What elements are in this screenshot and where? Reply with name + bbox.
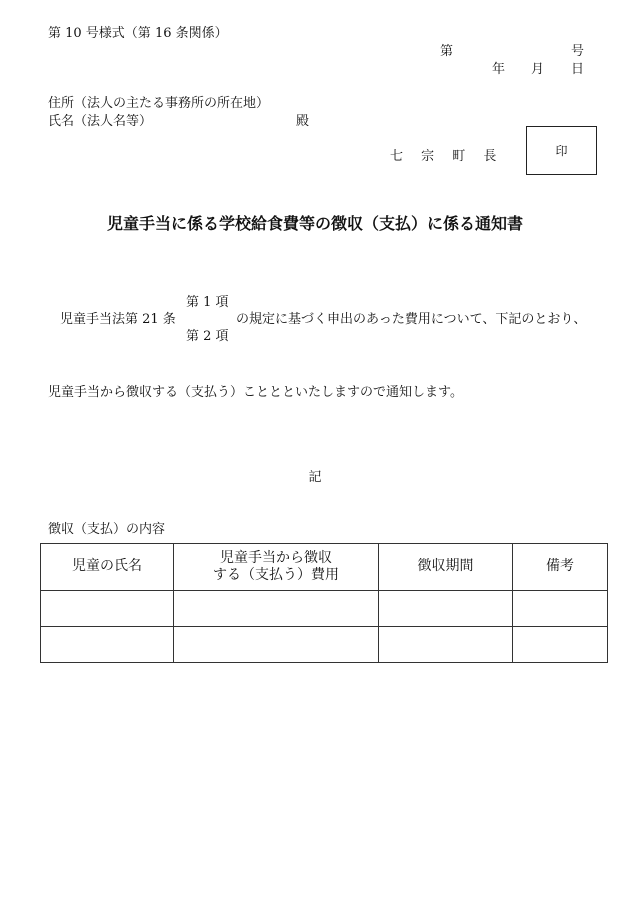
law-item-2: 第 2 項 [186,329,229,344]
seal-box [526,126,597,175]
table-header-row [41,544,608,591]
recipient-address-label: 住所（法人の主たる事務所の所在地） [48,96,270,111]
issuer-title: 七 宗 町 長 [390,149,504,164]
header-child-name: 児童の氏名 [41,544,174,591]
law-item-1: 第 1 項 [186,295,229,310]
table-cell[interactable] [174,627,379,663]
date-month-label: 月 [531,62,545,77]
header-collection-period: 徴収期間 [379,544,513,591]
collection-details-table [40,543,608,663]
table-cell[interactable] [513,627,608,663]
table-row [41,591,608,627]
table-cell[interactable] [379,591,513,627]
recipient-name-label: 氏名（法人名等） [48,114,153,129]
table-cell[interactable] [41,591,174,627]
header-collection-cost: 児童手当から徴収 する（支払う）費用 [174,544,379,591]
law-reference: 児童手当法第 21 条 [60,312,176,327]
seal-label: 印 [555,144,568,158]
table-row [41,627,608,663]
body-text-line-1: の規定に基づく申出のあった費用について、下記のとおり、 [236,312,587,327]
document-number-suffix: 号 [571,44,585,59]
content-heading: 徴収（支払）の内容 [48,522,166,537]
body-text-line-2: 児童手当から徴収する（支払う）こととといたしますので通知します。 [48,385,463,400]
document-number-prefix: 第 [440,44,454,59]
document-title: 児童手当に係る学校給食費等の徴収（支払）に係る通知書 [106,214,523,233]
table-cell[interactable] [41,627,174,663]
recipient-honorific: 殿 [296,114,310,129]
form-number-label: 第 10 号様式（第 16 条関係） [48,26,228,41]
table-cell[interactable] [174,591,379,627]
date-year-label: 年 [492,62,506,77]
table-cell[interactable] [379,627,513,663]
ki-heading: 記 [308,470,322,485]
header-remarks: 備考 [513,544,608,591]
date-day-label: 日 [571,62,585,77]
table-cell[interactable] [513,591,608,627]
